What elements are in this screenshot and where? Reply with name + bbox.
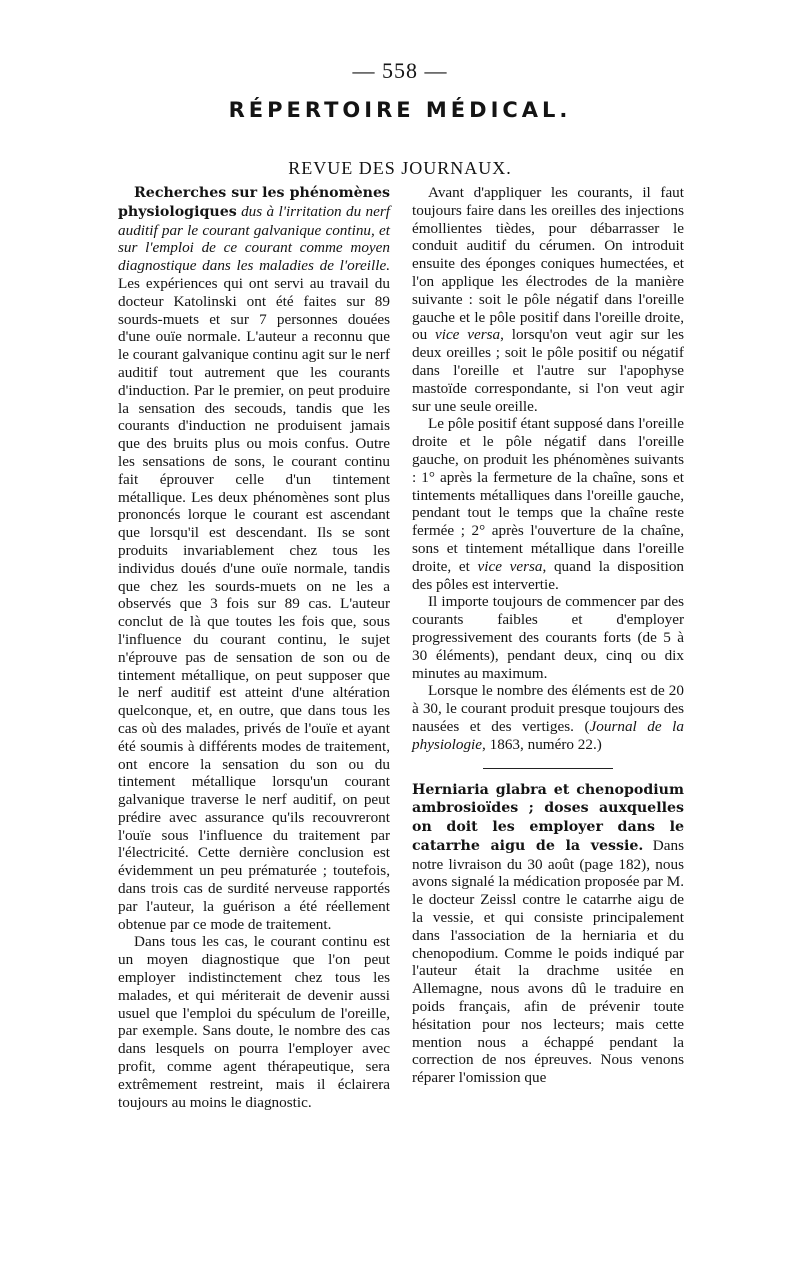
article1-paragraph-1 [118, 184, 390, 933]
article1-text-4-end: , quand la disposition des pôles est intervertie. [412, 557, 685, 593]
page-header: RÉPERTOIRE MÉDICAL. [228, 98, 572, 122]
article1-italic-3: vice versa [434, 326, 501, 344]
article1-paragraph-5: Il importe toujours de commencer par des courants faibles et d'employer progressivement des courants forts (de 5 à 30 éléments), pendant deux, cinq ou dix minutes au maximum. [412, 593, 684, 682]
article1-text-6-end: , 1863, numéro 22.) [482, 735, 602, 753]
article2-text-1: Dans notre livraison du 30 août (page 182), nous avons signalé la médication proposée par M. le docteur Zeissl contre le catarrhe aigu de la vessie, et qui consiste principalement dans l'association de la herniaria et du chenopodium. Comme le poids indiqué par l'auteur était la drachme usitée en Allemagne, nous avons dû le traduire en poids français, afin de prévenir toute hésitation pour nos lecteurs; mais cette mention nous a échappé pendant la correction de nos épreuves. Nous venons réparer l'omission que [412, 836, 685, 1087]
article2-title: Herniaria glabra et chenopodium ambrosioïdes ; doses auxquelles on doit les employer dans le catarrhe aigu de la vessie. [412, 781, 684, 854]
article1-title: Recherches sur les phénomènes physiologiques [118, 185, 390, 220]
article-divider [483, 768, 613, 769]
article1-paragraph-3 [412, 184, 684, 415]
article1-title-italic: dus à l'irritation du nerf auditif par le courant galvanique continu, et sur l'emploi de ce courant comme moyen diagnostique dans les maladies de l'oreille. [118, 202, 390, 275]
article1-text-4: Le pôle positif étant supposé dans l'oreille droite et le pôle négatif dans l'oreille gauche, on produit les phénomènes suivants : 1° après la fermeture de la chaîne, sons et tintements métalliques dans l'oreille gauche, pendant tout le temps que la chaîne reste fermée ; 2° après l'ouverture de la chaîne, sons et tintement métallique dans l'oreille droite, et [412, 415, 684, 575]
article2-paragraph-1 [412, 781, 684, 1088]
article1-text-1: Les expériences qui ont servi au travail du docteur Katolinski ont été faites sur 89 sourds-muets et sur 7 personnes douées d'une ouïe normale. L'auteur a reconnu que le courant galvanique continu agit sur le nerf auditif tout autrement que les courants d'induction. Par le premier, on peut produire la sensation des secouds, tandis que les courants d'induction ne produisent jamais que des bruits plus ou mois confus. Outre les sensations de sons, le courant continu fait éprouver celle d'un tintement métallique. Les deux phénomènes sont plus prononcés lorque le courant est ascendant que lorsqu'il est descendant. Ils se sont produits invariablement chez tous les individus doués d'une ouïe normale, tandis que chez les sourds-muets on ne les a observés que 3 fois sur 89 cas. L'auteur conclut de là que toutes les fois que, sous l'influence du courant continu, le sujet n'éprouve pas de sensation de son ou de tintement métallique, on peut supposer que le nerf auditif est atteint d'une altération quelconque, et, en outre, que dans tous les cas où des malades, privés de l'ouïe et ayant été soumis à différents modes de traitement, ont encore la sensation du son ou du tintement métallique lorsqu'un courant galvanique traverse le nerf auditif, on peut prédire avec assurance qu'ils recouvreront l'ouïe sous l'influence du traitement par l'électricité. Cette dernière conclusion est évidemment un peu prématurée ; toutefois, dans trois cas de surdité nerveuse rapportés par l'auteur, la guérison a été réellement obtenue par ce mode de traitement. [118, 274, 391, 933]
article1-paragraph-2: Dans tous les cas, le courant continu est un moyen diagnostique que l'on peut employer indistinctement chez tous les malades, et qui mériterait de devenir aussi usuel que l'emploi du spéculum de l'oreille, par exemple. Sans doute, le nombre des cas dans lesquels on pourra l'employer avec profit, comme agent thérapeutique, sera extrêmement restreint, mais il éclairera toujours au moins le diagnostic. [118, 933, 390, 1111]
section-title: REVUE DES JOURNAUX. [288, 158, 512, 178]
page-number: — 558 — [352, 58, 448, 83]
article1-text-3: Avant d'appliquer les courants, il faut toujours faire dans les oreilles des injections émollientes tièdes, pour débarrasser le conduit auditif du cérumen. On introduit ensuite des éponges coniques humectées, et l'on applique les électrodes de la manière suivante : soit le pôle négatif dans l'oreille gauche et le pôle positif dans l'oreille droite, ou [412, 184, 684, 344]
journal-citation: Journal de la physiologie [412, 717, 684, 753]
article1-paragraph-6 [412, 682, 684, 753]
article1-text-6: Lorsque le nombre des éléments est de 20 à 30, le courant produit presque toujours des nausées et des vertiges. ( [412, 682, 684, 735]
article1-paragraph-4 [412, 415, 684, 593]
left-column [118, 184, 390, 1111]
article1-text-3-end: , lorsqu'on veut agir sur les deux oreilles ; soit le pôle positif ou négatif dans l'oreille et l'autre sur l'apophyse mastoïde correspondante, si l'on veut agir sur une seule oreille. [412, 326, 684, 415]
article1-italic-4: vice versa [477, 557, 543, 575]
right-column [412, 184, 684, 1087]
